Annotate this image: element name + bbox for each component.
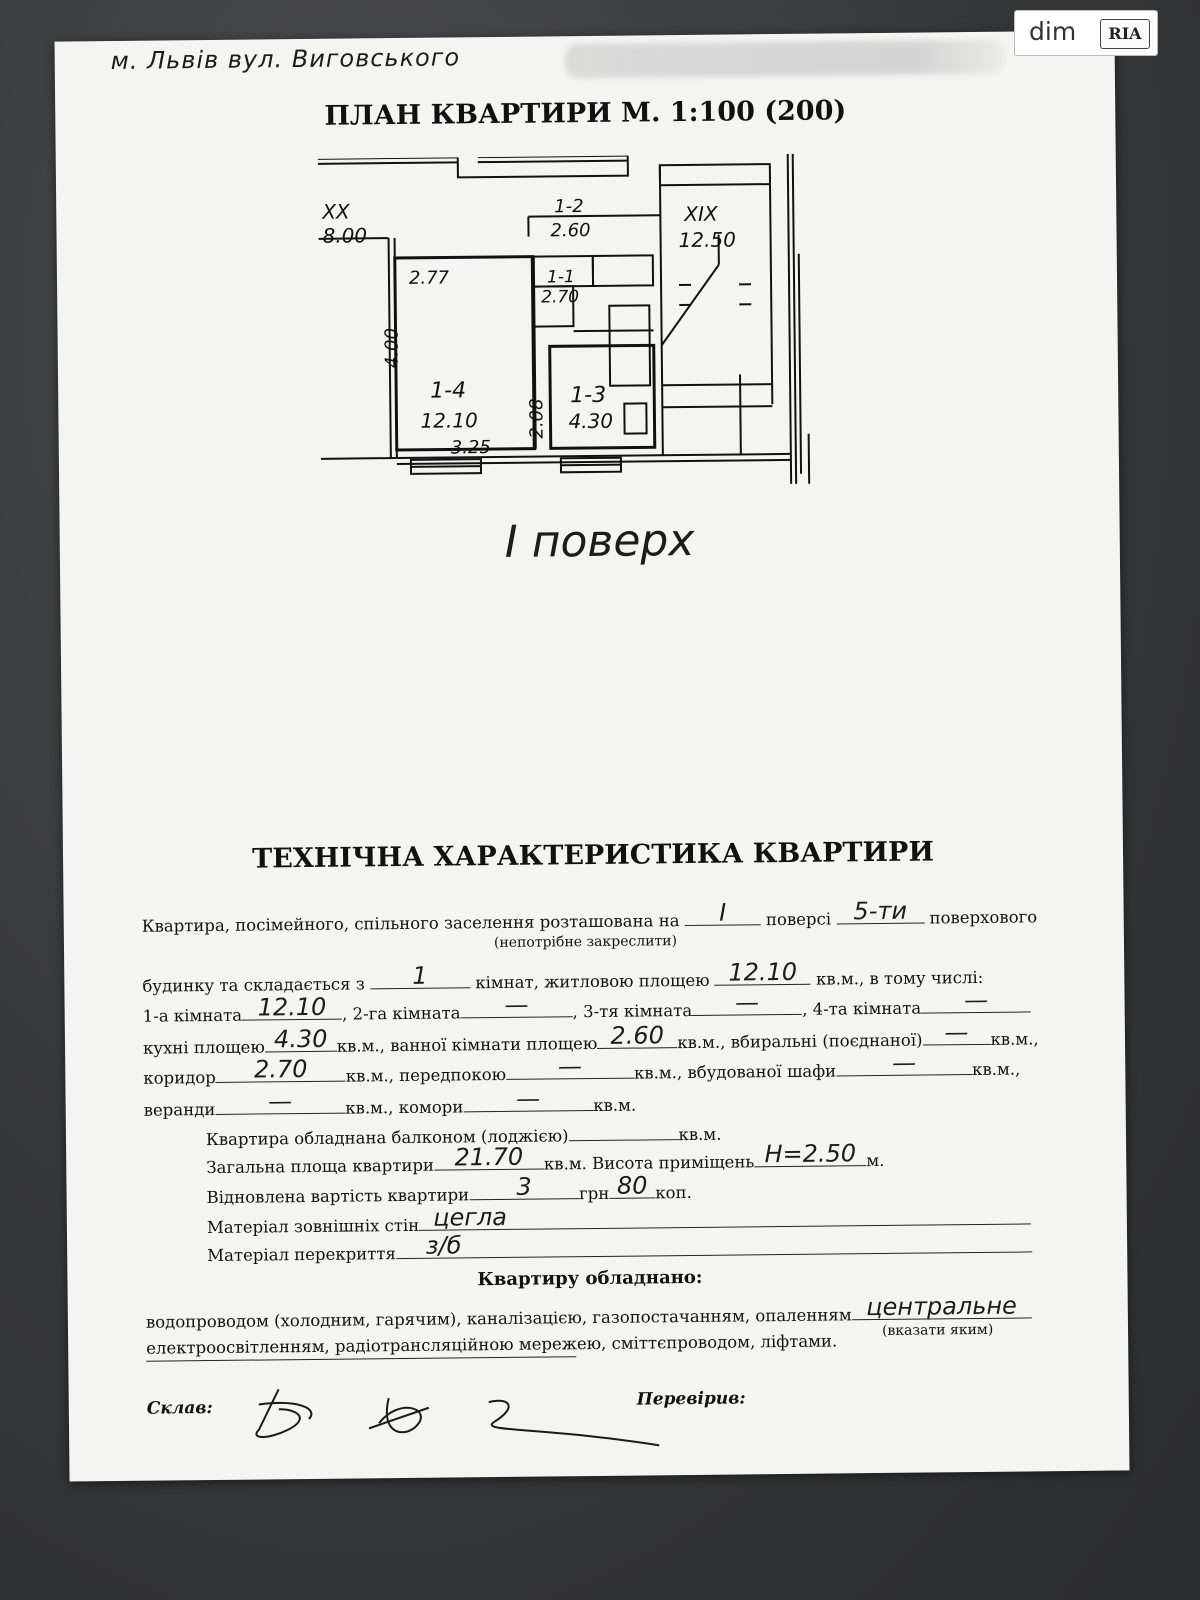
total-floors-field: 5-ти [836, 905, 924, 925]
label-r11: 1-1 [546, 267, 575, 288]
label-r12: 1-2 [554, 196, 584, 218]
form-line-8: Загальна площа квартири 21.70 кв.м. Висота приміщень H=2.50 м. [206, 1139, 885, 1178]
heating-type-field: центральне [851, 1299, 1031, 1320]
storage-area-field: — [463, 1092, 593, 1112]
floor-plan-drawing [318, 154, 822, 499]
kitchen-area-field: 4.30 [265, 1033, 337, 1053]
balcony-area-field [568, 1121, 678, 1141]
form-line-3: 1-а кімната 12.10 , 2-га кімната — , 3-тя кімната — , 4-та кімната — [143, 993, 1032, 1025]
label-xix: XIX [684, 201, 718, 227]
equipped-title: Квартиру обладнано: [477, 1266, 703, 1291]
address-handwritten: м. Львів вул. Виговського [110, 43, 461, 76]
strike-note: (непотрібне закреслити) [493, 933, 678, 952]
watermark-ria: RIA [1100, 19, 1150, 49]
form-line-2: будинку та складається з 1 кімнат, житловою площею 12.10 кв.м., в тому числі: [142, 957, 984, 996]
floor-handwritten: I поверх [504, 514, 695, 568]
form-line-4: кухні площею 4.30 кв.м., ванної кімнати площею 2.60 кв.м., вбиральні (поєднаної) — кв.м., [142, 1018, 1039, 1058]
form-line-11: Матеріал перекриття з/б [207, 1233, 1032, 1265]
total-area-field: 21.70 [434, 1151, 544, 1171]
slab-material-field: з/б [396, 1233, 1032, 1259]
heating-note: (вказати яким) [881, 1321, 994, 1339]
bath-area-field: 2.60 [597, 1029, 677, 1049]
veranda-area-field: — [215, 1095, 345, 1115]
room2-field: — [460, 998, 572, 1018]
label-r14: 1-4 [430, 378, 467, 404]
plan-title: ПЛАН КВАРТИРИ М. 1:100 (200) [324, 95, 847, 132]
form-line-6: веранди — кв.м., комори — кв.м. [143, 1084, 637, 1120]
ceiling-height-field: H=2.50 [754, 1147, 866, 1167]
wardrobe-area-field: — [836, 1056, 972, 1076]
watermark-dim: dim [1029, 17, 1077, 46]
hallway-area-field: — [506, 1060, 634, 1080]
room1-field: 12.10 [242, 1001, 342, 1021]
label-xx: XX [322, 199, 350, 224]
rooms-count-field: 1 [370, 969, 470, 989]
label-w277: 2.77 [408, 267, 450, 289]
watermark-logo [1014, 10, 1158, 56]
form-line-10: Матеріал зовнішніх стін цегла [207, 1205, 1032, 1237]
label-xix-area: 12.50 [678, 227, 736, 253]
label-r11-area: 2.70 [541, 287, 580, 308]
form-line-5: коридор 2.70 кв.м., передпокою — кв.м., вбудованої шафи — кв.м., [143, 1048, 1021, 1088]
redacted-address-blur [565, 40, 1005, 79]
form-line-7: Квартира обладнана балконом (лоджією) кв.м. [206, 1121, 722, 1149]
form-line-1: Квартира, посімейного, спільного заселення розташована на I поверсі 5-ти поверхового [141, 896, 1038, 936]
room4-field: — [921, 993, 1031, 1013]
cost-kop-field: 80 [609, 1179, 655, 1198]
tech-title: ТЕХНІЧНА ХАРАКТЕРИСТИКА КВАРТИРИ [252, 836, 935, 875]
form-line-12: водопроводом (холодним, гарячим), каналізацією, газопостачанням, опаленням центральне [146, 1299, 1032, 1331]
label-r14-area: 12.10 [420, 408, 478, 433]
composed-label: Склав: [146, 1398, 213, 1419]
form-line-9: Відновлена вартість квартири 3 грн 80 коп. [206, 1171, 692, 1208]
document-sheet [54, 30, 1129, 1481]
label-r12-area: 2.60 [550, 219, 591, 242]
living-area-field: 12.10 [715, 966, 811, 986]
label-h208: 2.08 [526, 398, 548, 439]
room3-field: — [692, 996, 802, 1016]
floor-field: I [685, 906, 761, 926]
label-r13: 1-3 [570, 382, 607, 409]
checked-label: Перевірив: [636, 1388, 746, 1410]
form-line-13: електроосвітленням, радіотрансляційною мережею, сміттєпроводом, ліфтами. [146, 1331, 838, 1358]
label-w325: 3.25 [450, 437, 491, 459]
label-h400: 4.00 [381, 327, 403, 369]
label-xx-area: 8.00 [322, 223, 368, 248]
walls-material-field: цегла [419, 1205, 1031, 1230]
signature [239, 1375, 670, 1459]
wc-area-field: — [922, 1026, 990, 1046]
corridor-area-field: 2.70 [216, 1063, 346, 1083]
cost-grn-field: 3 [469, 1180, 579, 1200]
label-r13-area: 4.30 [568, 408, 614, 434]
